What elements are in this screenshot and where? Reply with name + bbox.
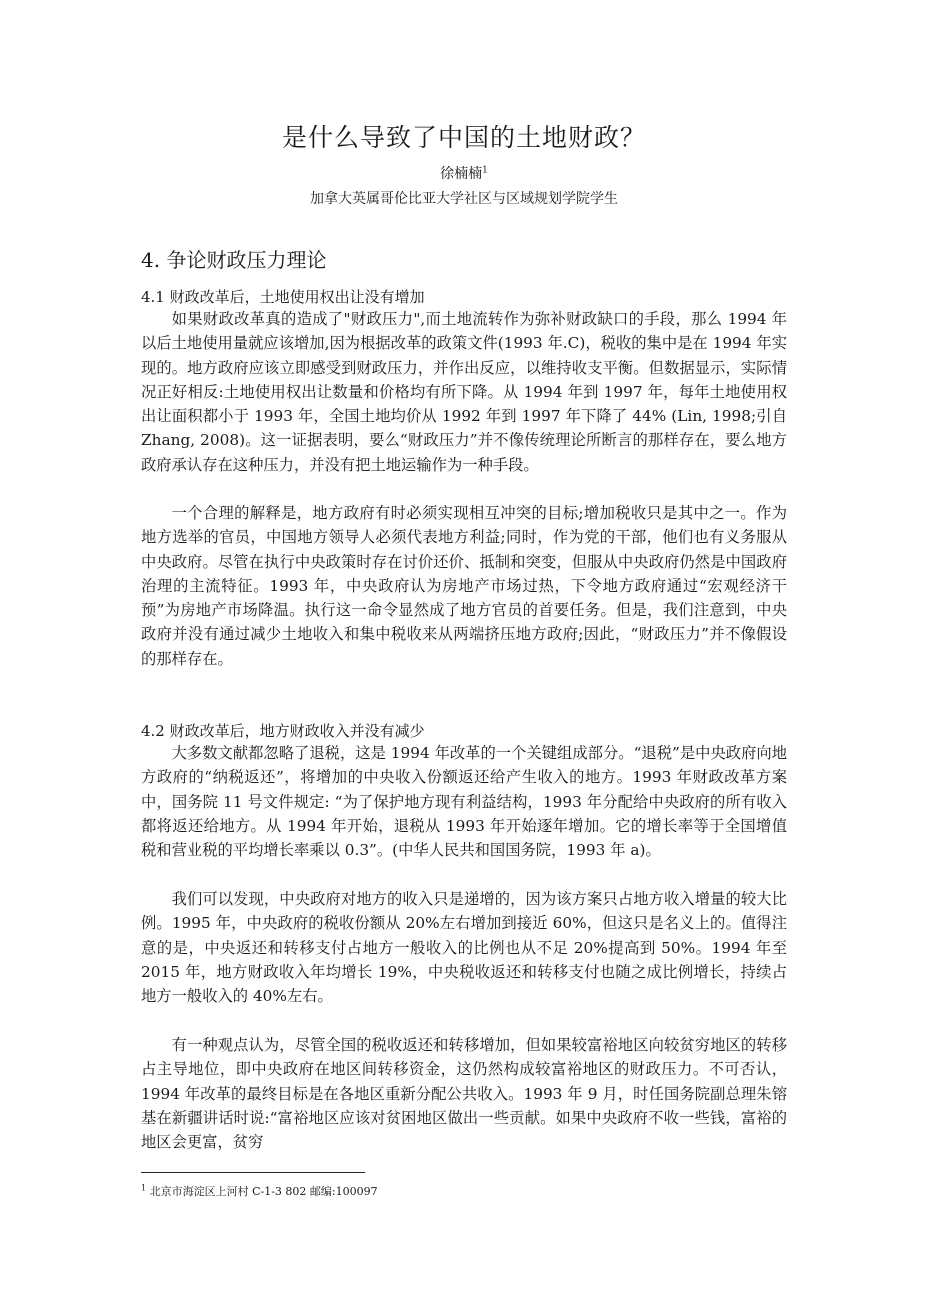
footnote-text: 北京市海淀区上河村 C-1-3 802 邮编:100097 xyxy=(146,1185,378,1198)
paragraph-2: 一个合理的解释是，地方政府有时必须实现相互冲突的目标;增加税收只是其中之一。作为地方选举的官员，中国地方领导人必须代表地方利益;同时，作为党的干部，他们也有义务服从中央政府。尽管在执行中央政策时存在讨价还价、抵制和突变，但服从中央政府仍然是中国政府治理的主流特征。1993 年，中央政府认为房地产市场过热，下令地方政府通过“宏观经济干预”为房地产市场降温。执行这一命令显然成了地方官员的首要任务。但是，我们注意到，中央政府并没有通过减少土地收入和集中税收来从两端挤压地方政府;因此，“财政压力”并不像假设的那样存在。 xyxy=(141,504,787,668)
author-affiliation: 加拿大英属哥伦比亚大学社区与区域规划学院学生 xyxy=(310,191,618,207)
paper-title: 是什么导致了中国的土地财政？ xyxy=(281,123,646,152)
paragraph-4: 我们可以发现，中央政府对地方的收入只是递增的，因为该方案只占地方收入增量的较大比例。1995 年，中央政府的税收份额从 20%左右增加到接近 60%，但这只是名义上的。值得注意的是，中央返还和转移支付占地方一般收入的比例也从不足 20%提高到 50%。1994 年至 2015 年，地方财政收入年均增长 19%，中央税收返还和转移支付也随之成比例增长，持续占地方一般收入的 40%左右。 xyxy=(141,890,787,1006)
footnote-mark: 1 xyxy=(141,1183,147,1193)
author-footnote-mark: 1 xyxy=(482,165,488,176)
author-line xyxy=(141,163,787,183)
paragraph-3: 大多数文献都忽略了退税，这是 1994 年改革的一个关键组成部分。“退税”是中央政府向地方政府的“纳税返还”，将增加的中央收入份额返还给产生收入的地方。1993 年财政改革方案中，国务院 11 号文件规定: “为了保护地方现有利益结构，1993 年分配给中央政府的所有收入都将返还给地方。从 1994 年开始，退税从 1993 年开始逐年增加。它的增长率等于全国增值税和营业税的平均增长率乘以 0.3”。(中华人民共和国国务院，1993 年 a)。 xyxy=(141,744,787,860)
paragraph-1: 如果财政改革真的造成了"财政压力",而土地流转作为弥补财政缺口的手段，那么 1994 年以后土地使用量就应该增加,因为根据改革的政策文件(1993 年.C)，税收的集中是在 1994 年实现的。地方政府应该立即感受到财政压力，并作出反应，以维持收支平衡。但数据显示，实际情况正好相反:土地使用权出让数量和价格均有所下降。从 1994 年到 1997 年，每年土地使用权出让面积都小于 1993 年，全国土地均价从 1992 年到 1997 年下降了 44% (Lin, 1998;引自 Zhang, 2008)。这一证据表明，要么“财政压力”并不像传统理论所断言的那样存在，要么地方政府承认存在这种压力，并没有把土地运输作为一种手段。 xyxy=(141,310,787,474)
footnote xyxy=(141,1183,378,1199)
section-heading: 4. 争论财政压力理论 xyxy=(141,248,327,272)
author-name: 徐楠楠 xyxy=(440,166,483,182)
subsection-heading-4-2: 4.2 财政改革后，地方财政收入并没有减少 xyxy=(141,722,425,740)
footnote-divider xyxy=(141,1172,365,1173)
subsection-heading-4-1: 4.1 财政改革后，土地使用权出让没有增加 xyxy=(141,288,425,306)
paragraph-5: 有一种观点认为，尽管全国的税收返还和转移增加，但如果较富裕地区向较贫穷地区的转移占主导地位，即中央政府在地区间转移资金，这仍然构成较富裕地区的财政压力。不可否认，1994 年改革的最终目标是在各地区重新分配公共收入。1993 年 9 月，时任国务院副总理朱镕基在新疆讲话时说:“富裕地区应该对贫困地区做出一些贡献。如果中央政府不收一些钱，富裕的地区会更富，贫穷 xyxy=(141,1036,787,1152)
